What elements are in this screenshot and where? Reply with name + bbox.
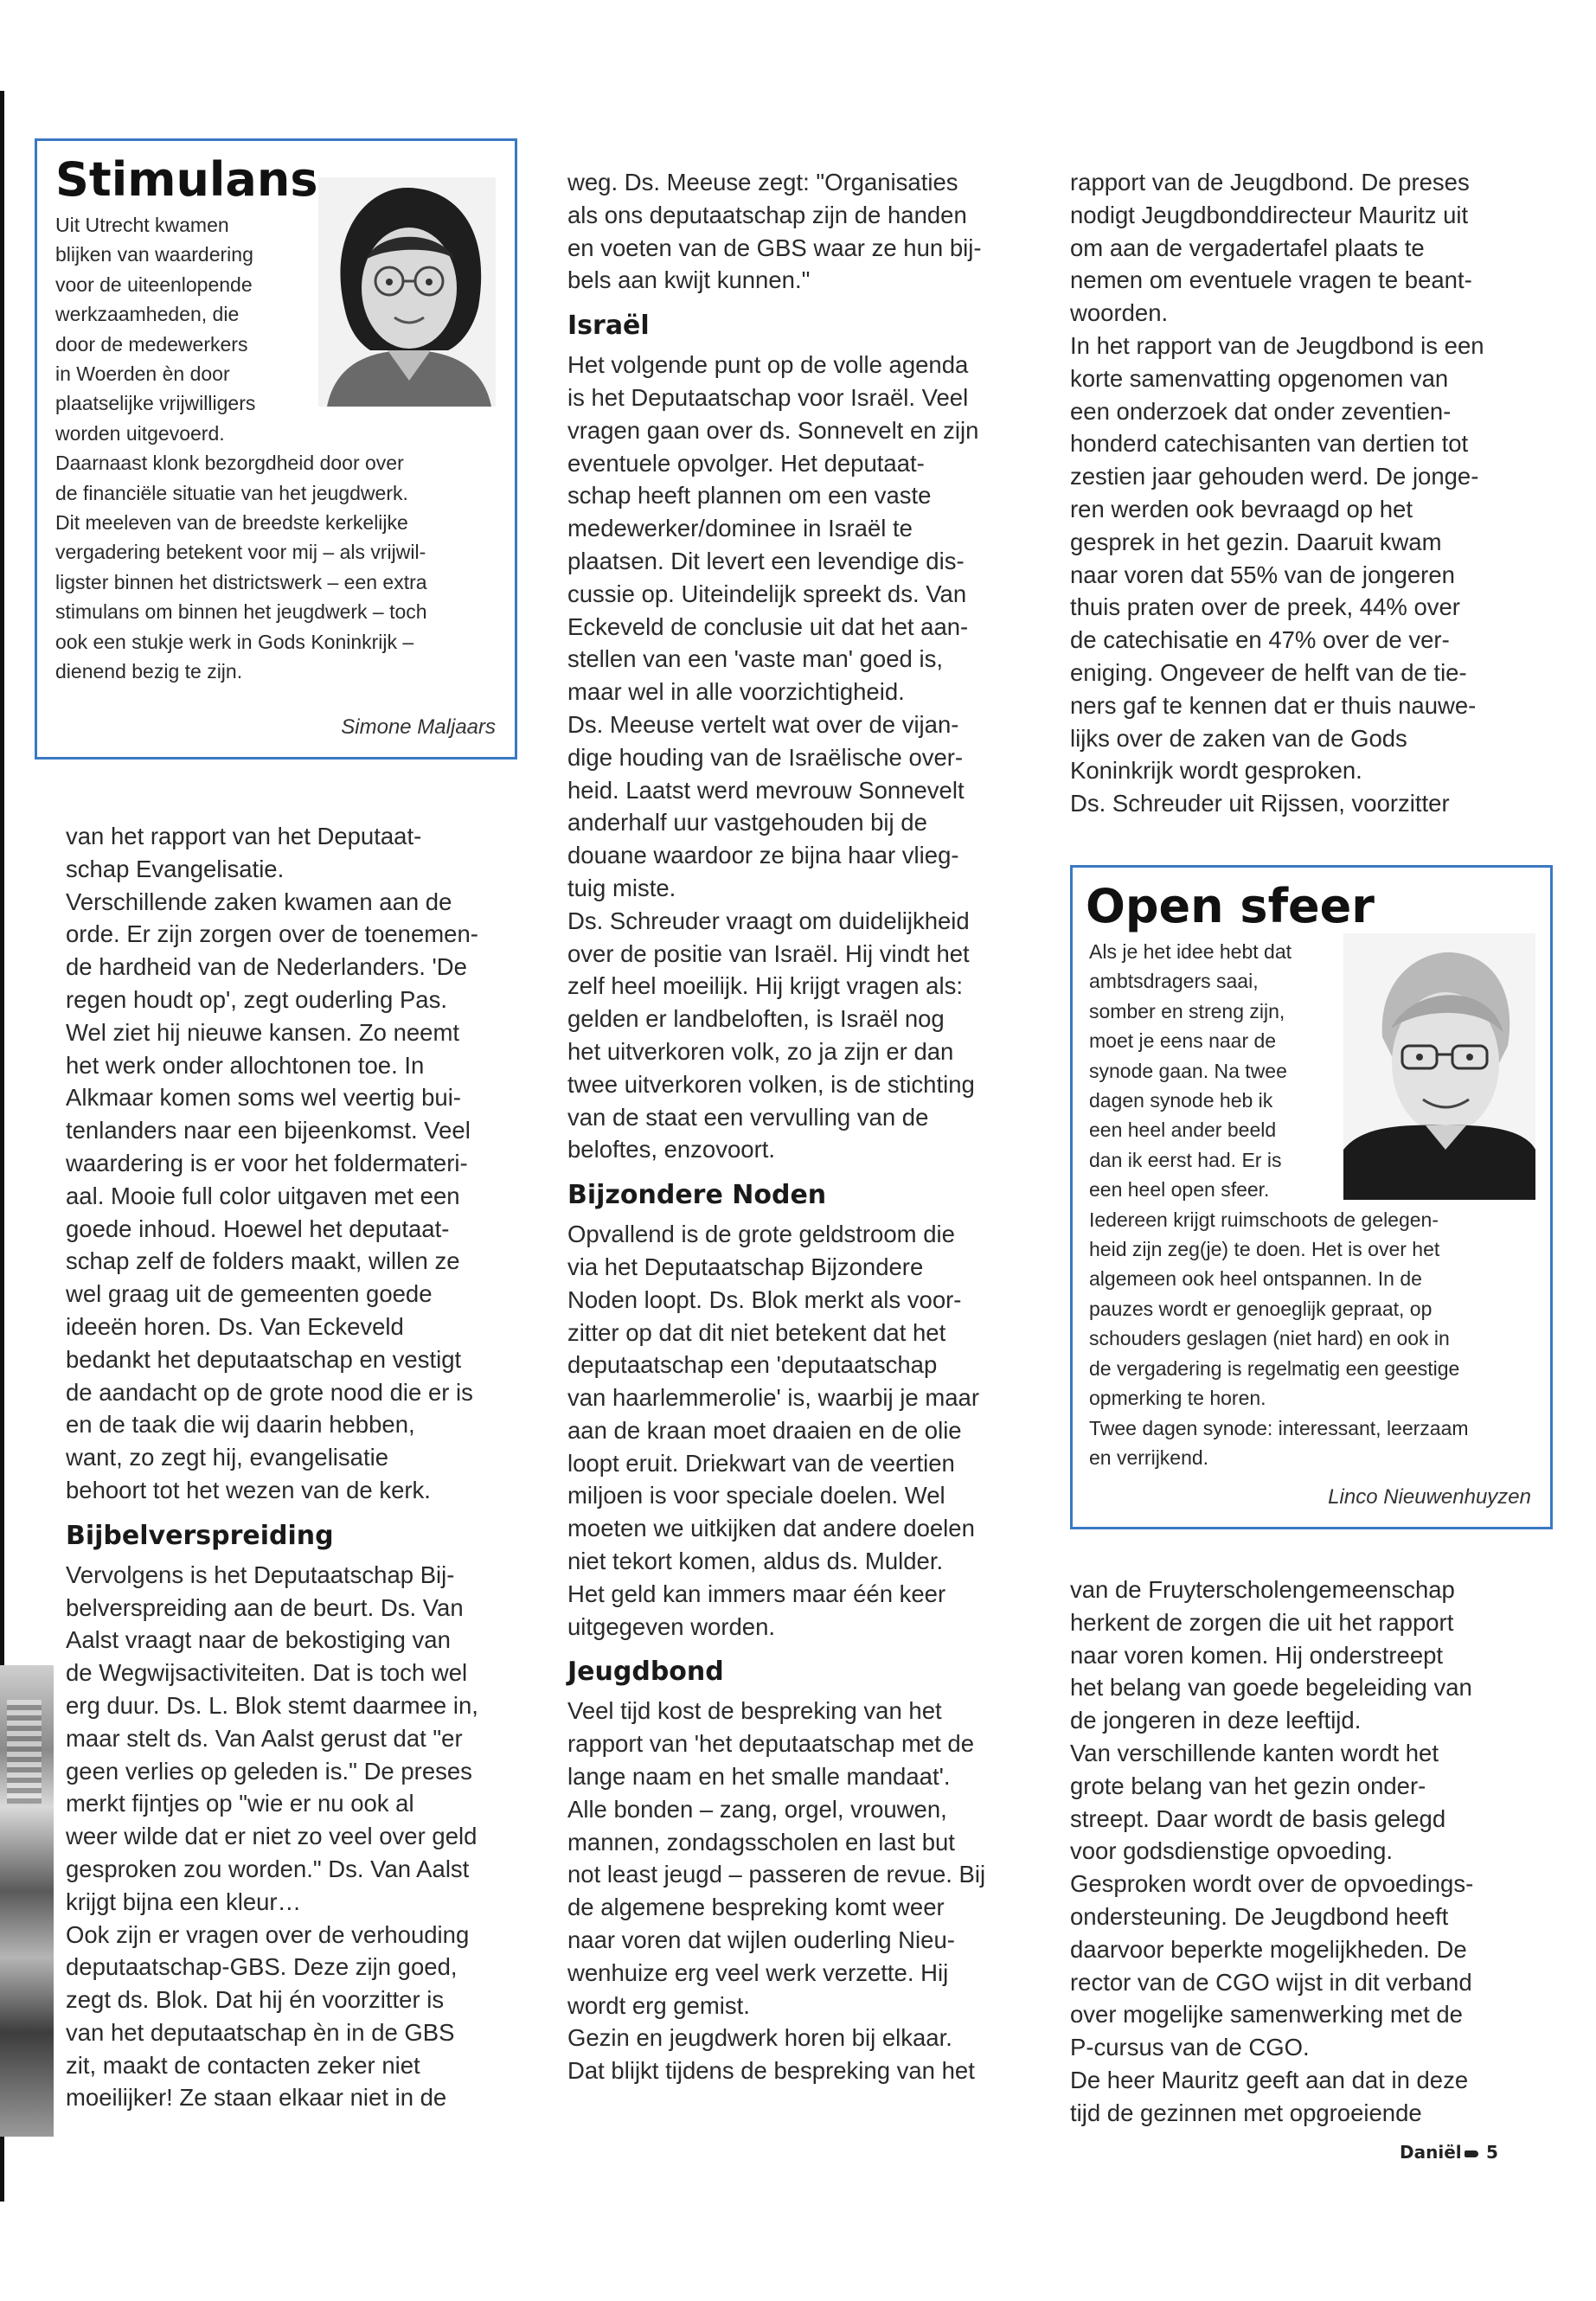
article-paragraph: van de Fruyterscholengemeenschap herkent de zorgen die uit het rapport naar voren komen. Hij onderstreept het belang van goede begeleiding van de jongeren in deze leeftijd. Van verschillende kanten wordt het grote belang van het gezin onder- streept. Daar wordt de basis gelegd voor godsdienstige opvoeding. Gesproken wordt over de opvoedings- ondersteuning. De Jeugdbond heeft daarvoor beperkte mogelijkheden. De rector van de CGO wijst in dit verband over mogelijke samenwerking met de P-cursus van de CGO. De heer Mauritz geeft aan dat in deze tijd de gezinnen met opgroeiende — [1070, 1576, 1474, 2126]
sidebar-stimulans-signature: Simone Maljaars — [341, 715, 496, 739]
article-paragraph: rapport van de Jeugdbond. De preses nodigt Jeugdbonddirecteur Mauritz uit om aan de vergadertafel plaats te nemen om eventuele vragen te beant- woorden. In het rapport van de Jeugdbond is een korte samenvatting opgenomen van een onderzoek dat onder zeventien- honderd catechisanten van dertien tot zestien jaar gehouden werd. De jonge- ren werden ook bevraagd op het gesprek in het gezin. Daaruit kwam naar voren dat 55% van de jongeren thuis praten over de preek, 44% over de catechisatie en 47% over de ver- eniging. Ongeveer de helft van de tie- ners gaf te kennen dat er thuis nauwe- lijks over de zaken van de Gods Koninkrijk wordt gesproken. Ds. Schreuder uit Rijssen, voorzitter — [1070, 169, 1484, 817]
article-paragraph: Opvallend is de grote geldstroom die via het Deputaatschap Bijzondere Noden loopt. Ds. Blok merkt als voor- zitter op dat dit niet betekent dat het deputaatschap een 'deputaatschap van haarlemmerolie' is, waarbij je maar aan de kraan moet draaien en de olie loopt eruit. Driekwart van de veertien miljoen is voor speciale doelen. Wel moeten we uitkijken dat andere doelen niet tekort komen, aldus ds. Mulder. Het geld kan immers maar één keer uitgegeven worden. — [567, 1221, 979, 1640]
article-column-2 — [567, 166, 1026, 2087]
article-column-3-upper — [1070, 166, 1529, 820]
sidebar-stimulans-body: Uit Utrecht kwamen blijken van waardering voor de uiteenlopende werkzaamheden, die door de medewerkers in Woerden èn door plaatselijke vrijwilligers worden uitgevoerd. Daarnaast klonk bezorgdheid door over de financiële situatie van het jeugdwerk. Dit meeleven van de breedste kerkelijke vergadering betekent voor mij – als vrijwil- ligster binnen het districtswerk – een extra stimulans om binnen het jeugdwerk – toch ook een stukje werk in Gods Koninkrijk – dienend bezig te zijn. — [55, 214, 427, 683]
portrait-photo-woman — [318, 177, 496, 407]
article-column-1 — [66, 820, 516, 2114]
portrait-photo-man — [1343, 933, 1535, 1200]
article-paragraph: Het volgende punt op de volle agenda is het Deputaatschap voor Israël. Veel vragen gaan over ds. Sonnevelt en zijn eventuele opvolger. Het deputaat- schap heeft plannen om een vaste medewerker/dominee in Israël te plaatsen. Dit levert een levendige dis- cussie op. Uiteindelijk spreekt ds. Van Eckeveld de conclusie uit dat het aan- stellen van een 'vaste man' goed is, maar wel in alle voorzichtigheid. Ds. Meeuse vertelt wat over de vijan- dige houding van de Israëlische over- heid. Laatst werd mevrouw Sonnevelt anderhalf uur vastgehouden bij de douane waardoor ze bijna haar vlieg- tuig miste. Ds. Schreuder vraagt om duidelijkheid over de positie van Israël. Hij vindt het zelf heel moeilijk. Hij krijgt vragen als: gelden er landbeloften, is Israël nog het uitverkoren volk, zo ja zijn er dan twee uitverkoren volken, is de stichting van de staat een vervulling van de beloftes, enzovoort. — [567, 351, 979, 1163]
sidebar-open-sfeer-title: Open sfeer — [1086, 879, 1375, 933]
sidebar-open-sfeer-signature: Linco Nieuwenhuyzen — [1328, 1485, 1531, 1509]
subheading-israel: Israël — [567, 311, 650, 342]
sidebar-open-sfeer-body: Als je het idee hebt dat ambtsdragers saai, somber en streng zijn, moet je eens naar de synode gaan. Na twee dagen synode heb ik een heel ander beeld dan ik eerst had. Er is een heel open sfeer. Iedereen krijgt ruimschoots de gelegen- heid zijn zeg(je) te doen. Het is over het algemeen ook heel ontspannen. In de pauzes wordt er genoeglijk gepraat, op schouders geslagen (niet hard) en ook in de vergadering is regelmatig een geestige opmerking te horen. Twee dagen synode: interessant, leerzaam en verrijkend. — [1089, 940, 1469, 1469]
sidebar-open-sfeer — [1070, 865, 1553, 1529]
subheading-jeugdbond: Jeugdbond — [567, 1657, 724, 1688]
footer-marker-icon — [1465, 2150, 1478, 2157]
article-paragraph: van het rapport van het Deputaat- schap Evangelisatie. Verschillende zaken kwamen aan de orde. Er zijn zorgen over de toenemen- de hardheid van de Nederlanders. 'De regen houdt op', zegt ouderling Pas. Wel ziet hij nieuwe kansen. Zo neemt het werk onder allochtonen toe. In Alkmaar komen soms wel veertig bui- tenlanders naar een bijeenkomst. Veel waardering is er voor het foldermateri- aal. Mooie full color uitgaven met een goede inhoud. Hoewel het deputaat- schap zelf de folders maakt, willen ze wel graag uit de gemeenten goede ideeën horen. Ds. Van Eckeveld bedankt het deputaatschap en vestigt de aandacht op de grote nood die er is en de taak die wij daarin hebben, want, zo zegt hij, evangelisatie behoort tot het wezen van de kerk. — [66, 823, 478, 1503]
sidebar-stimulans — [35, 138, 517, 760]
subheading-bijzondere-noden: Bijzondere Noden — [567, 1180, 827, 1211]
article-paragraph: weg. Ds. Meeuse zegt: "Organisaties als ons deputaatschap zijn de handen en voeten van de GBS waar ze hun bij- bels aan kwijt kunnen." — [567, 169, 982, 294]
article-column-3-lower — [1070, 1574, 1529, 2130]
subheading-bijbelverspreiding: Bijbelverspreiding — [66, 1520, 334, 1551]
magazine-name: Daniël — [1400, 2142, 1462, 2163]
sidebar-stimulans-title: Stimulans — [55, 152, 318, 207]
edge-photo-fragment — [0, 1665, 54, 2137]
article-paragraph: Vervolgens is het Deputaatschap Bij- belverspreiding aan de beurt. Ds. Van Aalst vraagt naar de bekostiging van de Wegwijsactiviteiten. Dat is toch wel erg duur. Ds. L. Blok stemt daarmee in, maar stelt ds. Van Aalst gerust dat "er geen verlies op geleden is." De preses merkt fijntjes op "wie er nu ook al weer wilde dat er niet zo veel over geld gesproken zou worden." Ds. Van Aalst krijgt bijna een kleur… Ook zijn er vragen over de verhouding deputaatschap-GBS. Deze zijn goed, zegt ds. Blok. Dat hij én voorzitter is van het deputaatschap èn in de GBS zit, maakt de contacten zeker niet moeilijker! Ze staan elkaar niet in de — [66, 1561, 478, 2112]
article-paragraph: Veel tijd kost de bespreking van het rapport van 'het deputaatschap met de lange naam en het smalle mandaat'. Alle bonden – zang, orgel, vrouwen, mannen, zondagsscholen en last but not least jeugd – passeren de revue. Bij de algemene bespreking komt weer naar voren dat wijlen ouderling Nieu- wenhuize erg veel werk verzette. Hij wordt erg gemist. Gezin en jeugdwerk horen bij elkaar. Dat blijkt tijdens de bespreking van het — [567, 1697, 986, 2085]
page-number: 5 — [1486, 2142, 1498, 2163]
